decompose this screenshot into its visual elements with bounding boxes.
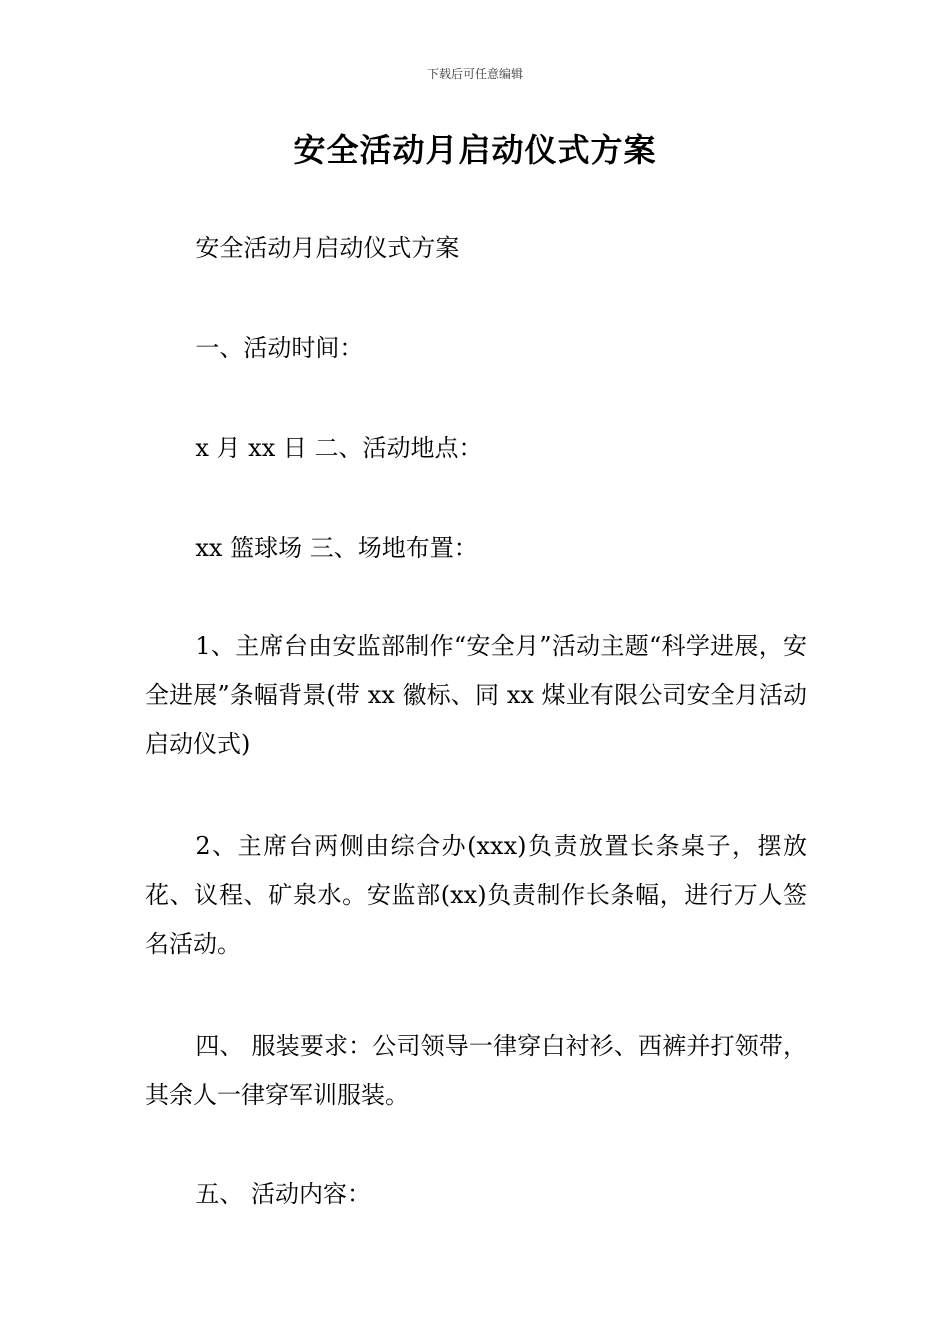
paragraph-setup-item-1: 1、主席台由安监部制作“安全月”活动主题“科学进展，安全进展”条幅背景(带 xx 徽标、同 xx 煤业有限公司安全月活动启动仪式) (145, 632, 807, 758)
paragraph-subtitle: 安全活动月启动仪式方案 (195, 234, 460, 262)
header-note: 下载后可任意编辑 (426, 67, 523, 81)
paragraph-activity-time: 一、活动时间： (195, 334, 364, 362)
document-title: 安全活动月启动仪式方案 (293, 131, 657, 169)
paragraph-activity-location: x 月 xx 日 二、活动地点： (195, 434, 483, 462)
paragraph-activity-content: 五、 活动内容： (195, 1180, 372, 1208)
paragraph-venue-setup: xx 篮球场 三、场地布置： (195, 534, 478, 562)
paragraph-dress-code: 四、 服装要求：公司领导一律穿白衬衫、西裤并打领带，其余人一律穿军训服装。 (145, 1032, 807, 1109)
paragraph-setup-item-2: 2、主席台两侧由综合办(xxx)负责放置长条桌子，摆放花、议程、矿泉水。安监部(xx)负责制作长条幅，进行万人签名活动。 (145, 832, 807, 958)
